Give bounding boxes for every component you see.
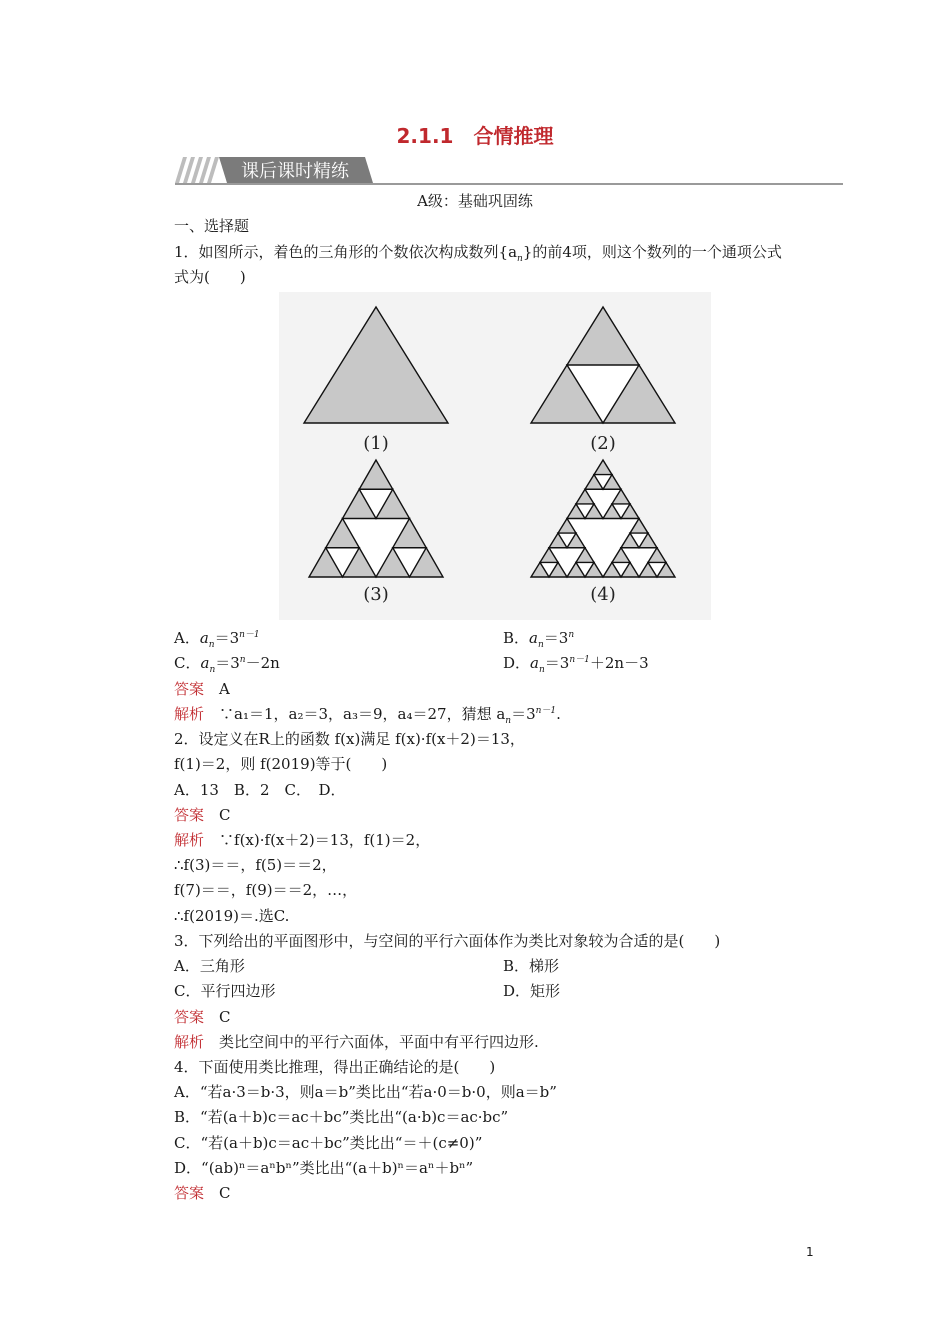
q4-option-c[interactable]: C．“若(a＋b)c＝ac＋bc”类比出“＝＋(c≠0)” (174, 1134, 483, 1152)
q3-option-a[interactable]: A．三角形 (174, 957, 245, 975)
q1-stem: 1．如图所示，着色的三角形的个数依次构成数列$\{a_n\}$的前4项，则这个数列的一个通项公式 (174, 243, 782, 264)
q3-analysis: 解析 类比空间中的平行六面体，平面中有平行四边形. (174, 1033, 539, 1051)
q2-analysis: 解析 ∵f(x)·f(x＋2)＝13，f(1)＝2， (174, 831, 431, 849)
q3-option-b[interactable]: B．梯形 (503, 957, 560, 975)
q2-analysis-line4: ∴f(2019)＝.选C. (174, 907, 290, 925)
section-heading: 一、选择题 (174, 217, 250, 235)
q2-answer: 答案 C (174, 806, 231, 824)
level-heading: A级：基础巩固练 (417, 192, 533, 210)
q1-option-b[interactable]: B．$a_n=3^n$ (503, 629, 575, 650)
figure-label-3: (3) (363, 584, 389, 605)
hatch-stripes-icon (175, 157, 219, 183)
section-banner (175, 155, 843, 185)
page-number: 1 (806, 1245, 814, 1259)
q4-option-a[interactable]: A．“若a·3＝b·3，则a＝b”类比出“若a·0＝b·0，则a＝b” (174, 1083, 557, 1101)
figure-label-4: (4) (590, 584, 616, 605)
banner-label: 课后课时精练 (241, 161, 349, 182)
q3-option-d[interactable]: D．矩形 (503, 982, 561, 1000)
q1-option-d[interactable]: D．$a_n=3^{n-1}+2n-3$ (503, 654, 649, 675)
q4-option-b[interactable]: B．“若(a＋b)c＝ac＋bc”类比出“(a·b)c＝ac·bc” (174, 1108, 509, 1126)
banner-rule (175, 183, 843, 185)
q1-option-c[interactable]: C．$a_n=3^n-2n$ (174, 654, 280, 675)
q4-option-d[interactable]: D．“(ab)ⁿ＝aⁿbⁿ”类比出“(a＋b)ⁿ＝aⁿ＋bⁿ” (174, 1159, 474, 1177)
q2-stem: 2．设定义在R上的函数 f(x)满足 f(x)·f(x＋2)＝13， (174, 730, 525, 748)
page-title: 2.1.1 合情推理 (396, 124, 554, 148)
triangle-stage-1 (304, 307, 448, 423)
sierpinski-figure (279, 292, 711, 620)
q3-stem: 3．下列给出的平面图形中，与空间的平行六面体作为类比对象较为合适的是( ) (174, 932, 721, 950)
q1-stem-cont: 式为( ) (174, 268, 246, 286)
q2-analysis-line3: f(7)＝＝，f(9)＝＝2，…， (174, 881, 358, 899)
q1-option-a[interactable]: A．$a_n=3^{n-1}$ (174, 629, 260, 650)
q2-options[interactable]: A．13 B．2 C． D． (174, 781, 346, 799)
q4-stem: 4．下面使用类比推理，得出正确结论的是( ) (174, 1058, 496, 1076)
q3-answer: 答案 C (174, 1008, 231, 1026)
q2-analysis-line2: ∴f(3)＝＝，f(5)＝＝2， (174, 856, 337, 874)
q1-analysis: 解析 ∵a₁＝1，a₂＝3，a₃＝9，a₄＝27，猜想 $a_n=3^{n-1}$. (174, 705, 561, 726)
figure-label-1: (1) (363, 433, 389, 454)
q2-stem-cont: f(1)＝2，则 f(2019)等于( ) (174, 755, 388, 773)
q4-answer: 答案 C (174, 1184, 231, 1202)
figure-label-2: (2) (590, 433, 616, 454)
q1-answer: 答案 A (174, 680, 230, 698)
q3-option-c[interactable]: C．平行四边形 (174, 982, 276, 1000)
